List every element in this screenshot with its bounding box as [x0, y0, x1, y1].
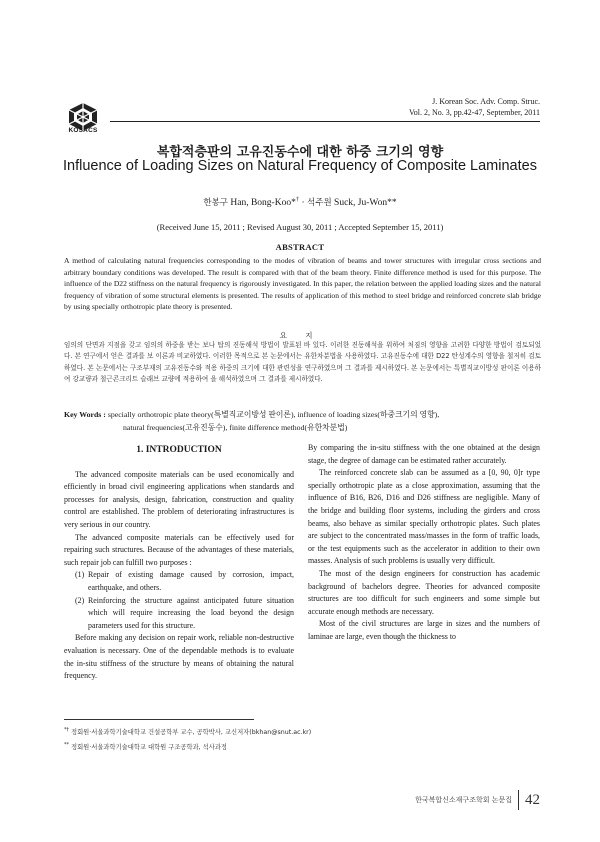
- page-footer: [415, 790, 540, 810]
- abstract-heading: ABSTRACT: [275, 242, 325, 252]
- list-item-2-number: (2): [75, 595, 85, 605]
- footnote-2: [64, 739, 311, 754]
- list-item-1-text: Repair of existing damage caused by corrosion, impact, earthquake, and others.: [88, 570, 294, 592]
- korean-abstract-heading: 요 지: [279, 331, 321, 340]
- keywords-label: Key Words :: [64, 410, 108, 419]
- left-column: [64, 442, 294, 683]
- right-paragraph-3: The most of the design engineers for construction has academic background of bachelors degree. Theories for advanced composite structures are too difficult for such engineers and some simple but accurate enough methods are necessary.: [308, 568, 540, 616]
- author-separator: ·: [299, 198, 308, 209]
- journal-info: [409, 96, 540, 118]
- page-number: 42: [525, 791, 540, 808]
- list-item-2-text: Reinforcing the structure against anticipated future situation which will require increasing the load beyond the design parameters used for this structure.: [88, 595, 294, 630]
- list-item-1: [64, 569, 294, 594]
- section-heading-introduction: 1. INTRODUCTION: [136, 445, 222, 455]
- korean-abstract-body: 임의의 단면과 지점을 갖고 임의의 하중을 받는 보나 탑의 진동해석 방법이 발표된 바 있다. 이러한 진동해석을 위하여 처짐의 영향을 고려한 다양한 방법이 검토되었다. 본 연구에서 얻은 결과를 보 이론과 비교하였다. 이러한 목적으로 본 논문에서는 유한차분법을 사용하였다. 고유진동수에 대한 D22 탄성계수의 영향을 철저히 검토하였다. 본 논문에서는 구조부재의 고유진동수와 적용 하중의 크기에 대한 관련성을 연구하였으며 그 결과를 제시하였다. 본 논문에서는 특별직교이방성 판이론 이용하여 강교량과 철근콘크리트 슬래브 교량에 적용하여 을 해석하였으며 그 결과를 제시하였다.: [64, 341, 541, 384]
- journal-line-1: J. Korean Soc. Adv. Comp. Struc.: [432, 97, 540, 106]
- author-2-korean: 석주원: [307, 198, 332, 209]
- footer-divider: [518, 790, 519, 810]
- footer-journal-name: 한국복합신소재구조학회 논문집: [415, 796, 512, 804]
- footnote-1-mark: *†: [64, 727, 69, 733]
- authors: [0, 196, 600, 208]
- footnote-2-text: 정회원·서울과학기술대학교 대학원 구조공학과, 석사과정: [69, 744, 227, 752]
- header-rule: [110, 121, 540, 122]
- logo-text: KOSACS: [68, 127, 98, 134]
- author-1-korean: 한봉구: [203, 198, 229, 209]
- footnotes: [64, 724, 311, 754]
- list-item-2: [64, 595, 294, 633]
- keywords: [64, 409, 541, 434]
- intro-paragraph-1: The advanced composite materials can be used economically and efficiently in broad civil engineering applications when standards and processes for analysis, design, fabrication, construction and quality control are established. The problem of deteriorating infrastructures is very serious in our country.: [64, 469, 294, 529]
- keywords-line-1: specially orthotropic plate theory(특별직교이방성 판이론), influence of loading sizes(하중크기의 영향),: [107, 410, 440, 419]
- keywords-line-2: natural frequencies(고유진동수), finite difference method(유한차분법): [123, 422, 348, 432]
- title-korean: 복합적층판의 고유진동수에 대한 하중 크기의 영향: [156, 145, 444, 160]
- corresponding-mark: †: [295, 196, 300, 203]
- intro-paragraph-3: Before making any decision on repair work, reliable non-destructive evaluation is necessary. One of the dependable methods is to evaluate the in-situ stiffness of the structure by means of obtaining the natural frequency.: [64, 633, 294, 681]
- received-dates: (Received June 15, 2011 ; Revised August 30, 2011 ; Accepted September 15, 2011): [156, 222, 444, 232]
- footnote-rule: [64, 719, 254, 720]
- title-english: Influence of Loading Sizes on Natural Frequency of Composite Laminates: [63, 158, 537, 174]
- footnote-1-text: 정회원·서울과학기술대학교 건설공학부 교수, 공학박사, 교신저자(bkhan@snut.ac.kr): [69, 729, 312, 737]
- intro-paragraph-2: The advanced composite materials can be effectively used for repairing such structures. Because of the advantages of these materials, such repair job can fulfill two purposes :: [64, 532, 294, 567]
- footnote-1: [64, 724, 311, 739]
- author-1-english: Han, Bong-Koo*: [228, 198, 296, 209]
- right-paragraph-2: The reinforced concrete slab can be assumed as a [0, 90, 0]r type specially orthotropic plate as a close approximation, assuming that the influence of B16, B26, D16 and D26 stiffness are negligible. Many of the bridge and building floor systems, including the girders and cross beams, also behave as similar specially orthotropic plates. Such plates are subject to the concentrated mass/masses in the form of traffic loads, or the test equipments such as the accelerator in addition to their own masses. Analysis of such problems is usually very difficult.: [308, 468, 540, 566]
- right-column: [308, 442, 540, 644]
- list-item-1-number: (1): [75, 570, 85, 580]
- journal-line-2: Vol. 2, No. 3, pp.42-47, September, 2011: [408, 108, 540, 117]
- footnote-2-mark: **: [64, 742, 69, 749]
- abstract-body: A method of calculating natural frequencies corresponding to the modes of vibration of beams and tower structures with irregular cross sections and arbitrary boundary conditions was developed. The result is compared with that of the beam theory. Finite difference method is used for this purpose. The influence of the D22 stiffness on the natural frequency is rigorously investigated. In this paper, the relation between the applied loading sizes and the natural frequency of vibration of some structural elements is presented. The results of application of this method to steel bridge and reinforced concrete slab bridge by using specially orthotropic plate theory is presented.: [64, 256, 541, 312]
- right-paragraph-1: By comparing the in-situ stiffness with the one obtained at the design stage, the degree of damage can be estimated rather accurately.: [308, 443, 540, 465]
- author-2-english: Suck, Ju-Won**: [331, 198, 397, 209]
- right-paragraph-4: Most of the civil structures are large in sizes and the numbers of laminae are large, even though the thickness to: [308, 619, 540, 641]
